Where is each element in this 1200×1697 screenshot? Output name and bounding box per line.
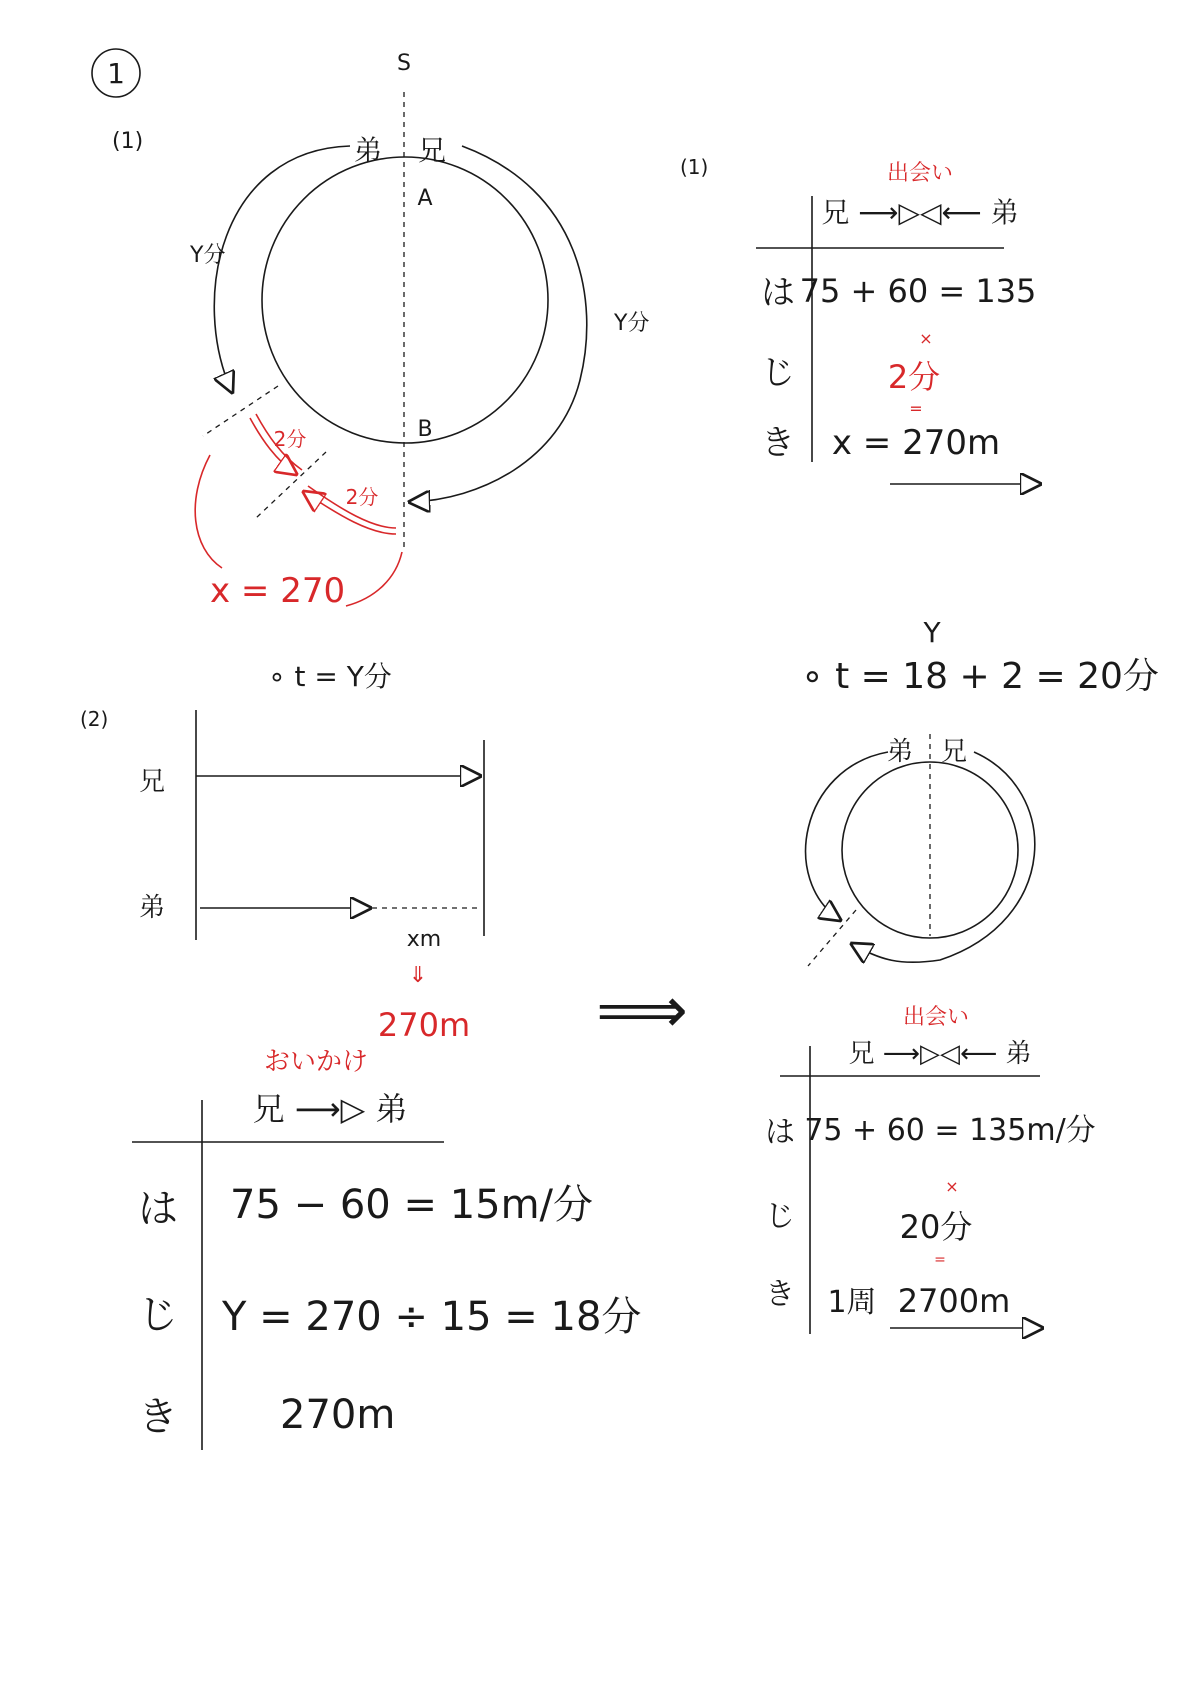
- part2-older-label: 兄: [138, 767, 166, 797]
- younger-path-arrow: [214, 146, 350, 392]
- result-row-ha: は: [765, 1115, 795, 1150]
- result-distance: 2700m: [897, 1282, 1011, 1320]
- result-y-label: Y: [923, 616, 941, 649]
- older-label: 兄: [417, 134, 447, 167]
- result-row-ji: じ: [765, 1199, 795, 1234]
- result-speed: 75 + 60 = 135m/分: [804, 1113, 1096, 1148]
- result-section: [801, 616, 1159, 966]
- point-a-label: A: [417, 186, 433, 211]
- part2-table-header: 兄 ⟶▷ 弟: [252, 1090, 408, 1128]
- distance-x-label: x = 270: [210, 571, 346, 611]
- part1-table-header: 兄 ⟶▷◁⟵ 弟: [821, 196, 1019, 229]
- result-older-arc: [852, 752, 1035, 962]
- part2-label: (2): [80, 707, 109, 731]
- result-times-mark: ×: [945, 1177, 959, 1196]
- part1-row-ha: は: [761, 273, 795, 313]
- result-table-header: 兄 ⟶▷◁⟵ 弟: [848, 1039, 1032, 1069]
- problem-number-badge: [92, 49, 140, 97]
- part1-row-ji: じ: [761, 353, 795, 393]
- part2-gap-arrow: ⇓: [408, 963, 428, 988]
- older-path-arrow: [410, 146, 587, 502]
- gap2-label: 2分: [345, 485, 379, 509]
- part1-table: [680, 155, 1040, 484]
- result-equals-mark: =: [934, 1252, 946, 1268]
- part2-row-ji: じ: [138, 1292, 178, 1338]
- gap1-label: 2分: [273, 427, 307, 451]
- part1-row-ki: き: [761, 423, 795, 463]
- younger-label: 弟: [353, 134, 383, 167]
- red-brace-right: [346, 552, 402, 606]
- part1-table-label: (1): [680, 155, 709, 179]
- result-time: 20分: [899, 1208, 973, 1246]
- result-meet-tick: [808, 910, 856, 966]
- part1-equals-mark: =: [909, 399, 923, 418]
- result-table-header-note: 出会い: [902, 1005, 970, 1030]
- problem-number: 1: [107, 57, 125, 90]
- track-circle: [262, 157, 548, 443]
- implies-arrow: ⟹: [596, 974, 688, 1048]
- left-time-label: Y分: [190, 243, 226, 268]
- result-younger-arc: [806, 752, 888, 920]
- part1-table-header-note: 出会い: [886, 161, 954, 186]
- result-row-ki: き: [765, 1277, 795, 1312]
- part2-speed: 75 − 60 = 15m/分: [230, 1182, 594, 1228]
- part1-speed: 75 + 60 = 135: [799, 272, 1037, 310]
- part1-circle-diagram: [112, 51, 649, 611]
- part2-t-formula: ∘ t = Y分: [268, 660, 392, 693]
- part2-time: Y = 270 ÷ 15 = 18分: [222, 1294, 642, 1340]
- result-older-label: 兄: [940, 737, 968, 767]
- result-younger-label: 弟: [886, 737, 914, 767]
- part2-younger-label: 弟: [138, 893, 166, 923]
- result-distance-label: 1周: [827, 1285, 877, 1320]
- red-brace-left: [195, 455, 222, 568]
- part2-gap-label: xm: [406, 927, 442, 952]
- result-table: [765, 1005, 1096, 1334]
- part2-row-ki: き: [138, 1394, 178, 1440]
- tick-1: [203, 386, 278, 436]
- result-t-formula: ∘ t = 18 + 2 = 20分: [801, 656, 1159, 697]
- start-label: S: [397, 51, 411, 76]
- part1-times-mark: ×: [919, 329, 933, 348]
- part2-table: [132, 1047, 641, 1450]
- part2-row-ha: は: [138, 1186, 178, 1232]
- right-time-label: Y分: [614, 311, 650, 336]
- point-b-label: B: [417, 417, 433, 442]
- part1-label: (1): [112, 129, 144, 154]
- part2-distance: 270m: [280, 1392, 396, 1438]
- part2-gap-value: 270m: [377, 1006, 471, 1044]
- part1-distance: x = 270m: [831, 423, 1001, 463]
- part2-line-diagram: [80, 660, 484, 1044]
- part2-table-header-note: おいかけ: [263, 1047, 369, 1077]
- part1-time: 2分: [887, 358, 941, 396]
